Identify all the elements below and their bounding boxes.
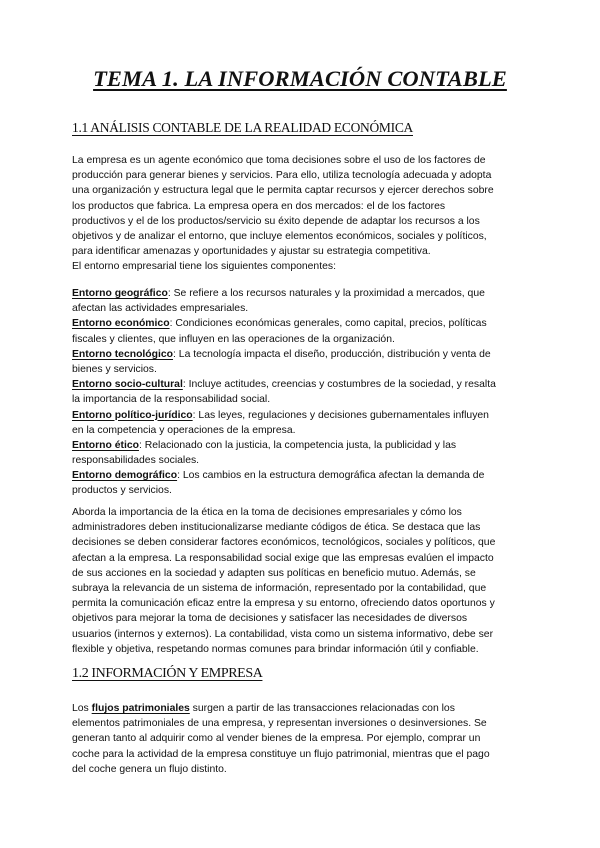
list-item-technological — [72, 347, 528, 362]
paragraph-line: objetivos y de analizar el entorno, que incluye elementos económicos, sociales y políticos, — [72, 230, 487, 242]
paragraph-line: coche para la actividad de la empresa constituye un flujo patrimonial, mientras que el pago — [72, 748, 490, 760]
list-item-political-legal — [72, 408, 528, 423]
document-title: TEMA 1. LA INFORMACIÓN CONTABLE — [93, 66, 507, 91]
definition-continuation: en la competencia y operaciones de la empresa. — [72, 424, 296, 436]
definition-continuation: bienes y servicios. — [72, 363, 157, 375]
paragraph-line: productivos y el de los productos/servicio su éxito depende de adaptar los recursos a los — [72, 215, 480, 227]
list-item-economic — [72, 316, 528, 331]
paragraph-line: una organización y estructura legal que le permita captar recursos y ejercer derechos sobre — [72, 185, 494, 197]
definition-continuation: afectan las actividades empresariales. — [72, 303, 249, 315]
term-entorno-economico: Entorno económico — [72, 318, 170, 330]
lead-text: Los — [72, 703, 92, 714]
paragraph-line: Aborda la importancia de la ética en la toma de decisiones empresariales y cómo los — [72, 507, 462, 518]
definition-text: : La tecnología impacta el diseño, producción, distribución y venta de — [173, 348, 491, 360]
definition-text: : Se refiere a los recursos naturales y la proximidad a mercados, que — [167, 288, 485, 299]
paragraph-line: decisiones se deben considerar factores económicos, tecnológicos, sociales y políticos, que — [72, 537, 496, 549]
paragraph-text: surgen a partir de las transacciones relacionadas con los — [189, 703, 455, 714]
intro-paragraph — [72, 153, 528, 275]
list-item-demographic — [72, 468, 528, 483]
list-item-ethical — [72, 438, 528, 453]
paragraph-line: permita la comunicación eficaz entre la empresa y su entorno, ofreciendo datos oportunos y — [72, 598, 495, 610]
flows-paragraph — [72, 701, 528, 777]
environment-components-list — [72, 286, 528, 499]
paragraph-first-line — [72, 701, 528, 716]
paragraph-line: El entorno empresarial tiene los siguientes componentes: — [72, 261, 336, 273]
definition-continuation: productos y servicios. — [72, 485, 172, 497]
paragraph-line: para identificar amenazas y oportunidades y ajustar su estrategia competitiva. — [72, 246, 431, 258]
paragraph-line: La empresa es un agente económico que toma decisiones sobre el uso de los factores de — [72, 155, 486, 166]
definition-text: : Condiciones económicas generales, como capital, precios, políticas — [169, 318, 487, 330]
term-entorno-politico-juridico: Entorno político-jurídico — [72, 409, 193, 421]
paragraph-line: los productos que fabrica. La empresa opera en dos mercados: el de los factores — [72, 200, 446, 212]
section-heading-1-2: 1.2 INFORMACIÓN Y EMPRESA — [72, 666, 263, 681]
section-heading-1-1: 1.1 ANÁLISIS CONTABLE DE LA REALIDAD ECONÓMICA — [72, 120, 413, 135]
paragraph-line: de sus acciones en la sociedad y adapten sus políticas en beneficio mutuo. Además, se — [72, 567, 476, 579]
definition-continuation: responsabilidades sociales. — [72, 455, 200, 467]
term-entorno-tecnologico: Entorno tecnológico — [72, 348, 174, 360]
paragraph-line: flexible y objetiva, respetando normas comunes para brindar información útil y confiable. — [72, 643, 479, 655]
paragraph-line: afectan a la empresa. La responsabilidad social exige que las empresas evalúen el impacto — [72, 552, 494, 564]
definition-text: : Las leyes, regulaciones y decisiones gubernamentales influyen — [192, 409, 489, 421]
definition-continuation: fiscales y clientes, que influyen en las operaciones de la organización. — [72, 333, 395, 345]
term-entorno-demografico: Entorno demográfico — [72, 470, 178, 482]
paragraph-line: del coche genera un flujo distinto. — [72, 763, 227, 775]
term-flujos-patrimoniales: flujos patrimoniales — [91, 703, 190, 714]
definition-text: : Los cambios en la estructura demográfica afectan la demanda de — [177, 470, 485, 482]
definition-continuation: la importancia de la responsabilidad social. — [72, 394, 271, 406]
paragraph-line: producción para generar bienes y servicios. Para ello, utiliza tecnología adecuada y adopta — [72, 170, 492, 182]
term-entorno-socio-cultural: Entorno socio-cultural — [72, 379, 183, 391]
paragraph-line: elementos patrimoniales de una empresa, y representan inversiones o desinversiones. Se — [72, 718, 487, 730]
paragraph-line: subraya la relevancia de un sistema de información, representado por la contabilidad, que — [72, 582, 487, 594]
term-entorno-etico: Entorno ético — [72, 439, 139, 451]
paragraph-line: objetivos para mejorar la toma de decisiones y satisfacer las necesidades de diversos — [72, 613, 468, 625]
paragraph-line: usuarios (internos y externos). La contabilidad, vista como un sistema informativo, debe ser — [72, 628, 494, 640]
ethics-paragraph — [72, 505, 528, 657]
definition-text: : Relacionado con la justicia, la competencia justa, la publicidad y las — [138, 439, 457, 451]
list-item-geographic — [72, 286, 528, 301]
list-item-socio-cultural — [72, 377, 528, 392]
term-entorno-geografico: Entorno geográfico — [72, 288, 168, 299]
paragraph-line: generan tanto al adquirir como al vender bienes de la empresa. Por ejemplo, comprar un — [72, 733, 481, 745]
definition-text: : Incluye actitudes, creencias y costumbres de la sociedad, y resalta — [182, 379, 496, 391]
paragraph-line: administradores deben institucionalizarse mediante códigos de ética. Se destaca que las — [72, 522, 481, 534]
